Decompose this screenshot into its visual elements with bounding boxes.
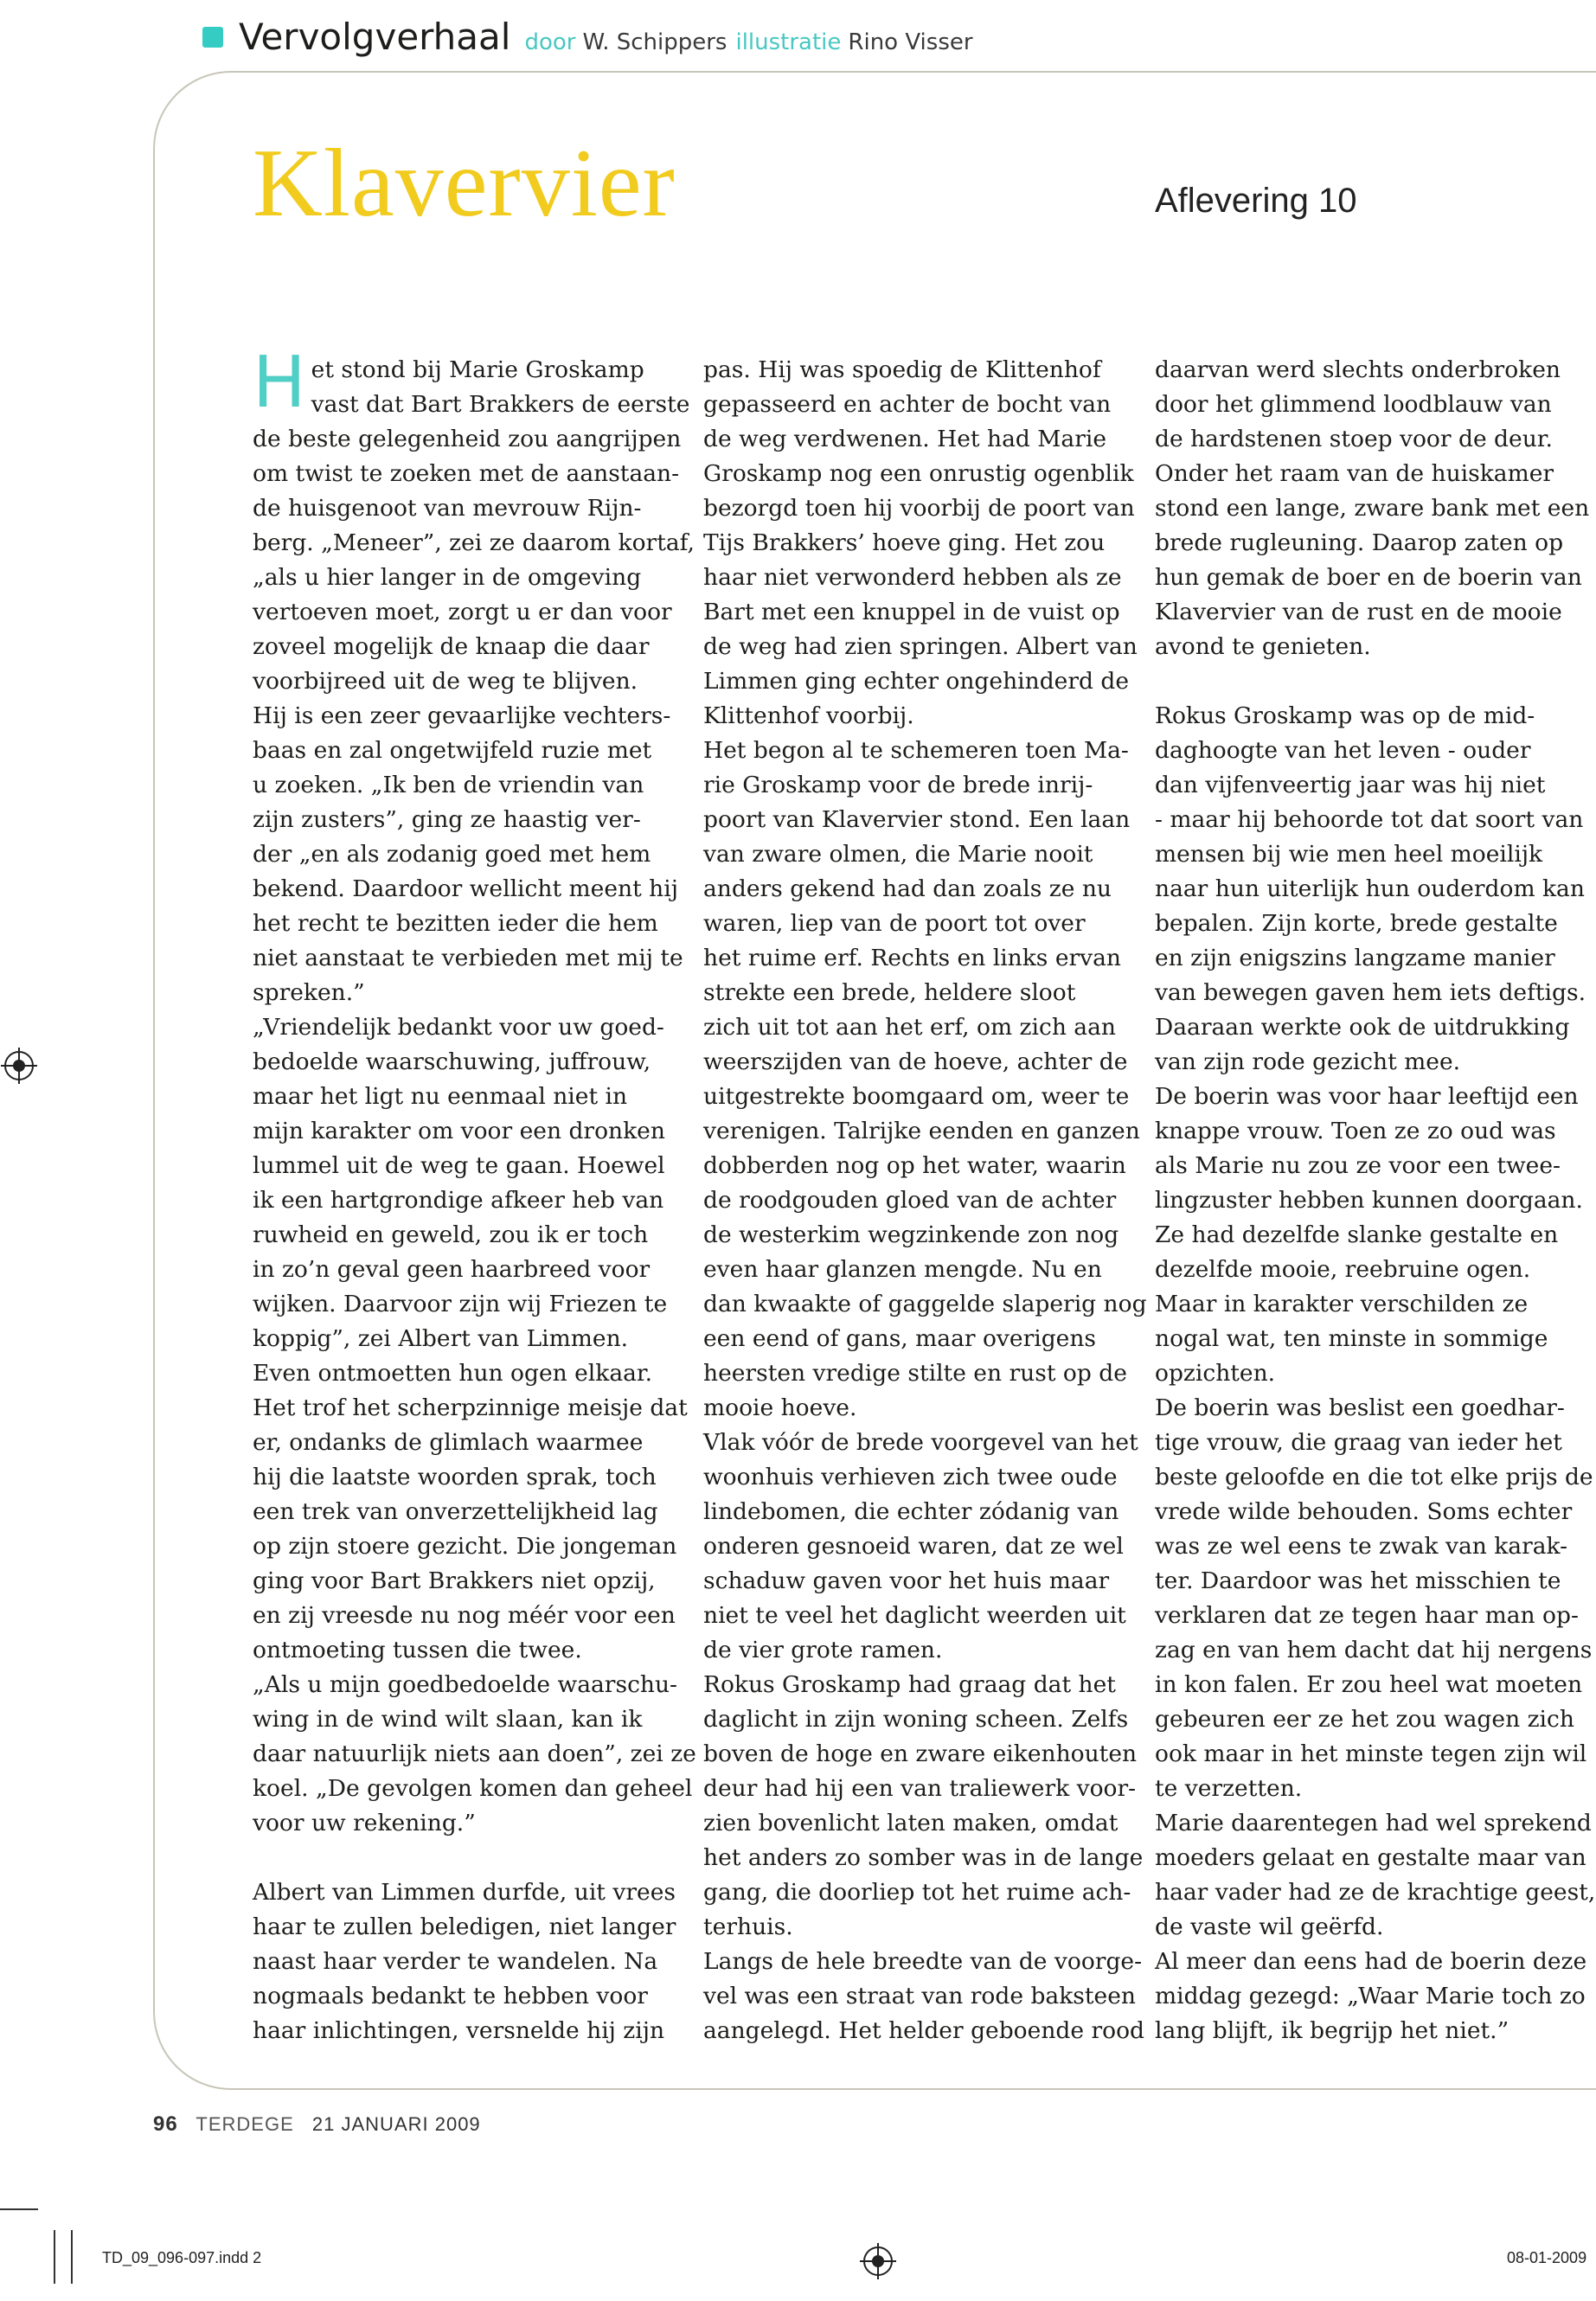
text-line: zoveel mogelijk de knaap die daar — [253, 633, 650, 660]
text-line: mooie hoeve. — [703, 1394, 857, 1421]
byline-author: W. Schippers — [582, 29, 727, 55]
text-line: in kon falen. Er zou heel wat moeten — [1155, 1671, 1583, 1698]
text-line: et stond bij Marie Groskamp — [311, 356, 644, 383]
text-line: de westerkim wegzinkende zon nog — [703, 1221, 1119, 1248]
text-line: zijn zusters”, ging ze haastig ver- — [253, 806, 641, 833]
text-line: bekend. Daardoor wellicht meent hij — [253, 875, 678, 902]
text-line: vertoeven moet, zorgt u er dan voor — [253, 599, 672, 625]
text-line: gebeuren eer ze het zou wagen zich — [1155, 1706, 1574, 1733]
text-line: deur had hij een van traliewerk voor- — [703, 1775, 1137, 1802]
magazine-name: TERDEGE — [195, 2113, 294, 2135]
text-line: Groskamp nog een onrustig ogenblik — [703, 460, 1134, 487]
text-line: maar het ligt nu eenmaal niet in — [253, 1083, 628, 1110]
text-line: haar te zullen beledigen, niet langer — [253, 1913, 676, 1940]
text-line: daarvan werd slechts onderbroken — [1155, 356, 1561, 383]
crop-mark — [71, 2230, 73, 2284]
text-line: Maar in karakter verschilden ze — [1155, 1291, 1529, 1317]
text-line: vel was een straat van rode baksteen — [703, 1983, 1136, 2009]
text-line: op zijn stoere gezicht. Die jongeman — [253, 1533, 677, 1560]
text-column-3 — [1155, 353, 1596, 2048]
text-line: Bart met een knuppel in de vuist op — [703, 599, 1120, 625]
text-line: de beste gelegenheid zou aangrijpen — [253, 426, 682, 452]
text-line: en zij vreesde nu nog méér voor een — [253, 1602, 676, 1629]
text-line: bezorgd toen hij voorbij de poort van — [703, 495, 1135, 522]
text-line: koel. „De gevolgen komen dan geheel — [253, 1775, 693, 1802]
text-line: zich uit tot aan het erf, om zich aan — [703, 1014, 1116, 1041]
text-line: de weg verdwenen. Het had Marie — [703, 426, 1107, 452]
text-line: en zijn enigszins langzame manier — [1155, 945, 1555, 971]
text-line: mijn karakter om voor een dronken — [253, 1118, 665, 1144]
text-line: de hardstenen stoep voor de deur. — [1155, 426, 1553, 452]
text-line: dan vijfenveertig jaar was hij niet — [1155, 772, 1546, 798]
text-line: pas. Hij was spoedig de Klittenhof — [703, 356, 1101, 383]
text-line: Het begon al te schemeren toen Ma- — [703, 737, 1129, 764]
text-line: verklaren dat ze tegen haar man op- — [1155, 1602, 1579, 1629]
text-line: tige vrouw, die graag van ieder het — [1155, 1429, 1562, 1456]
episode-label: Aflevering 10 — [1155, 182, 1357, 220]
text-line: avond te genieten. — [1155, 633, 1371, 660]
text-line: woonhuis verhieven zich twee oude — [703, 1464, 1118, 1490]
text-line: zag en van hem dacht dat hij nergens — [1155, 1637, 1593, 1663]
crop-mark — [54, 2230, 55, 2284]
text-line: voorbijreed uit de weg te blijven. — [253, 668, 638, 695]
text-line: voor uw rekening.” — [253, 1810, 476, 1836]
text-line: rie Groskamp voor de brede inrij- — [703, 772, 1093, 798]
registration-mark-icon — [863, 2247, 893, 2276]
text-line: hun gemak de boer en de boerin van — [1155, 564, 1582, 591]
text-line: gang, die doorliep tot het ruime ach- — [703, 1879, 1131, 1906]
text-line: een trek van onverzettelijkheid lag — [253, 1498, 658, 1525]
text-line: daglicht in zijn woning scheen. Zelfs — [703, 1706, 1129, 1733]
text-line: de vier grote ramen. — [703, 1637, 943, 1663]
text-line: de huisgenoot van mevrouw Rijn- — [253, 495, 642, 522]
text-line: Klavervier van de rust en de mooie — [1155, 599, 1562, 625]
registration-mark-icon — [4, 1051, 34, 1080]
text-line: wing in de wind wilt slaan, kan ik — [253, 1706, 643, 1733]
text-line: Marie daarentegen had wel sprekend — [1155, 1810, 1592, 1836]
text-line: zien bovenlicht laten maken, omdat — [703, 1810, 1118, 1836]
text-line: onderen gesnoeid waren, dat ze wel — [703, 1533, 1124, 1560]
text-line: vrede wilde behouden. Soms echter — [1155, 1498, 1573, 1525]
text-line: Tijs Brakkers’ hoeve ging. Het zou — [703, 529, 1106, 556]
text-line: Limmen ging echter ongehinderd de — [703, 668, 1130, 695]
text-line: opzichten. — [1155, 1360, 1276, 1387]
text-line: de weg had zien springen. Albert van — [703, 633, 1138, 660]
text-line: daar natuurlijk niets aan doen”, zei ze — [253, 1740, 696, 1767]
text-line: even haar glanzen mengde. Nu en — [703, 1256, 1102, 1283]
text-line: Daaraan werkte ook de uitdrukking — [1155, 1014, 1570, 1041]
text-line: „Als u mijn goedbedoelde waarschu- — [253, 1671, 678, 1698]
text-line: haar inlichtingen, versnelde hij zijn — [253, 2017, 665, 2044]
page-number: 96 — [153, 2112, 178, 2136]
text-line: spreken.” — [253, 979, 365, 1006]
text-line: de vaste wil geërfd. — [1155, 1913, 1384, 1940]
text-line: ook maar in het minste tegen zijn wil — [1155, 1740, 1587, 1767]
text-line: Albert van Limmen durfde, uit vrees — [253, 1879, 676, 1906]
section-marker-icon — [202, 27, 223, 48]
byline-label: door — [524, 29, 576, 55]
text-line: u zoeken. „Ik ben de vriendin van — [253, 772, 644, 798]
text-line: een eend of gans, maar overigens — [703, 1325, 1097, 1352]
text-line: verenigen. Talrijke eenden en ganzen — [703, 1118, 1140, 1144]
issue-date: 21 JANUARI 2009 — [311, 2113, 481, 2135]
text-line: heersten vredige stilte en rust op de — [703, 1360, 1127, 1387]
text-line: der „en als zodanig goed met hem — [253, 841, 651, 868]
text-line: baas en zal ongetwijfeld ruzie met — [253, 737, 652, 764]
text-line: moeders gelaat en gestalte maar van — [1155, 1844, 1586, 1871]
illustration-label: illustratie — [735, 29, 842, 55]
text-line: er, ondanks de glimlach waarmee — [253, 1429, 644, 1456]
text-line: ik een hartgrondige afkeer heb van — [253, 1187, 664, 1214]
text-column-2 — [703, 353, 1147, 2048]
text-line: naar hun uiterlijk hun ouderdom kan — [1155, 875, 1585, 902]
text-line: ontmoeting tussen die twee. — [253, 1637, 582, 1663]
text-line: Rokus Groskamp had graag dat het — [703, 1671, 1116, 1698]
text-line: wijken. Daarvoor zijn wij Friezen te — [253, 1291, 668, 1317]
text-line: bepalen. Zijn korte, brede gestalte — [1155, 910, 1558, 937]
text-line: lang blijft, ik begrijp het niet.” — [1155, 2017, 1509, 2044]
text-line: anders gekend had dan zoals ze nu — [703, 875, 1112, 902]
text-line: naast haar verder te wandelen. Na — [253, 1948, 658, 1975]
text-line: koppig”, zei Albert van Limmen. — [253, 1325, 629, 1352]
text-line: ging voor Bart Brakkers niet opzij, — [253, 1567, 656, 1594]
text-line: Rokus Groskamp was op de mid- — [1155, 702, 1535, 729]
text-line: uitgestrekte boomgaard om, weer te — [703, 1083, 1130, 1110]
story-title: Klavervier — [253, 130, 676, 237]
text-line: het recht te bezitten ieder die hem — [253, 910, 658, 937]
text-line: waren, liep van de poort tot over — [703, 910, 1086, 937]
text-line: de roodgouden gloed van de achter — [703, 1187, 1117, 1214]
text-line: in zo’n geval geen haarbreed voor — [253, 1256, 651, 1283]
text-line: knappe vrouw. Toen ze zo oud was — [1155, 1118, 1556, 1144]
text-line: - maar hij behoorde tot dat soort van — [1155, 806, 1584, 833]
text-line: haar vader had ze de krachtige geest, — [1155, 1879, 1596, 1906]
text-line: Even ontmoetten hun ogen elkaar. — [253, 1360, 653, 1387]
text-line: Het trof het scherpzinnige meisje dat — [253, 1394, 688, 1421]
text-line — [253, 1841, 676, 1875]
text-line: haar niet verwonderd hebben als ze — [703, 564, 1122, 591]
text-line: „als u hier langer in de omgeving — [253, 564, 642, 591]
text-line: bedoelde waarschuwing, juffrouw, — [253, 1048, 651, 1075]
text-line: ter. Daardoor was het misschien te — [1155, 1567, 1561, 1594]
text-line: als Marie nu zou ze voor een twee- — [1155, 1152, 1561, 1179]
text-line: „Vriendelijk bedankt voor uw goed- — [253, 1014, 664, 1041]
text-line: dobberden nog op het water, waarin — [703, 1152, 1126, 1179]
text-line: vast dat Bart Brakkers de eerste — [311, 391, 690, 418]
text-line: lindebomen, die echter zódanig van — [703, 1498, 1119, 1525]
drop-cap: H — [253, 342, 306, 424]
text-line: Klittenhof voorbij. — [703, 702, 914, 729]
text-line: brede rugleuning. Daarop zaten op — [1155, 529, 1564, 556]
text-line: lummel uit de weg te gaan. Hoewel — [253, 1152, 665, 1179]
text-column-1 — [253, 342, 696, 2048]
text-line: Hij is een zeer gevaarlijke vechters- — [253, 702, 671, 729]
text-line: daghoogte van het leven - ouder — [1155, 737, 1531, 764]
text-line: poort van Klavervier stond. Een laan — [703, 806, 1131, 833]
text-line: van zware olmen, die Marie nooit — [703, 841, 1093, 868]
text-line: aangelegd. Het helder geboende rood — [703, 2017, 1144, 2044]
text-line: ruwheid en geweld, zou ik er toch — [253, 1221, 649, 1248]
illustrator-name: Rino Visser — [848, 29, 973, 55]
text-line: De boerin was beslist een goedhar- — [1155, 1394, 1565, 1421]
text-line: Langs de hele breedte van de voorge- — [703, 1948, 1143, 1975]
text-line: nogal wat, ten minste in sommige — [1155, 1325, 1548, 1352]
text-line: door het glimmend loodblauw van — [1155, 391, 1552, 418]
text-line: gepasseerd en achter de bocht van — [703, 391, 1112, 418]
text-line: weerszijden van de hoeve, achter de — [703, 1048, 1128, 1075]
text-line: Vlak vóór de brede voorgevel van het — [703, 1429, 1138, 1456]
text-line: dezelfde mooie, reebruine ogen. — [1155, 1256, 1531, 1283]
text-line: niet aanstaat te verbieden met mij te — [253, 945, 683, 971]
text-line: berg. „Meneer”, zei ze daarom kortaf, — [253, 529, 695, 556]
page-footer — [153, 2112, 481, 2137]
text-line: hij die laatste woorden sprak, toch — [253, 1464, 657, 1490]
section-header — [202, 16, 973, 58]
file-slug: TD_09_096-097.indd 2 — [102, 2249, 262, 2266]
slug-date: 08-01-2009 — [1507, 2249, 1587, 2266]
text-line: Ze had dezelfde slanke gestalte en — [1155, 1221, 1559, 1248]
text-line: schaduw gaven voor het huis maar — [703, 1567, 1110, 1594]
section-title: Vervolgverhaal — [239, 16, 511, 58]
text-line: was ze wel eens te zwak van karak- — [1155, 1533, 1568, 1560]
text-line: lingzuster hebben kunnen doorgaan. — [1155, 1187, 1583, 1214]
text-line: De boerin was voor haar leeftijd een — [1155, 1083, 1579, 1110]
text-line: middag gezegd: „Waar Marie toch zo — [1155, 1983, 1586, 2009]
text-line: mensen bij wie men heel moeilijk — [1155, 841, 1543, 868]
crop-mark — [0, 2208, 38, 2210]
text-line: nogmaals bedankt te hebben voor — [253, 1983, 648, 2009]
text-line: om twist te zoeken met de aanstaan- — [253, 460, 680, 487]
text-line: van bewegen gaven hem iets deftigs. — [1155, 979, 1586, 1006]
text-line: het ruime erf. Rechts en links ervan — [703, 945, 1122, 971]
text-line: Onder het raam van de huiskamer — [1155, 460, 1554, 487]
text-line: boven de hoge en zware eikenhouten — [703, 1740, 1138, 1767]
text-line: strekte een brede, heldere sloot — [703, 979, 1076, 1006]
text-line: Al meer dan eens had de boerin deze — [1155, 1948, 1587, 1975]
text-line: beste geloofde en die tot elke prijs de — [1155, 1464, 1593, 1490]
text-line: terhuis. — [703, 1913, 793, 1940]
text-line: het anders zo somber was in de lange — [703, 1844, 1144, 1871]
text-line: stond een lange, zware bank met een — [1155, 495, 1590, 522]
text-line: van zijn rode gezicht mee. — [1155, 1048, 1461, 1075]
text-line: dan kwaakte of gaggelde slaperig nog — [703, 1291, 1147, 1317]
text-line: niet te veel het daglicht weerden uit — [703, 1602, 1126, 1629]
text-line — [1155, 664, 1579, 699]
text-line: te verzetten. — [1155, 1775, 1303, 1802]
